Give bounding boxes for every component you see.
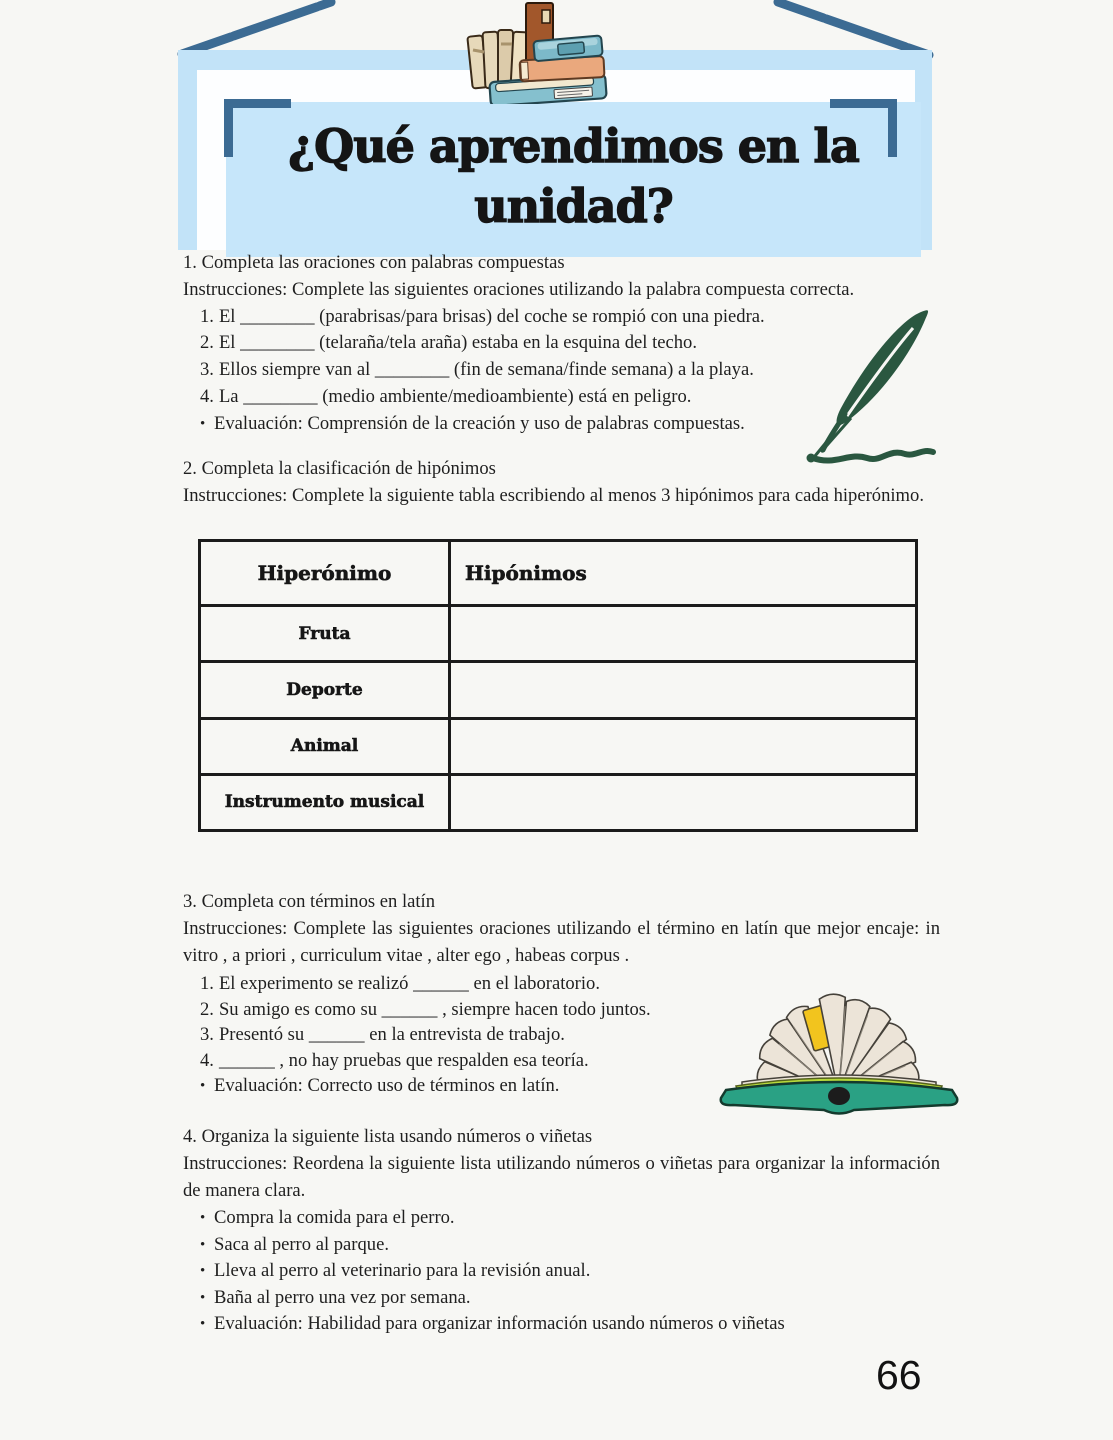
page-title bbox=[226, 116, 921, 236]
table-row bbox=[200, 606, 917, 662]
list-item: • Lleva al perro al veterinario para la revisión anual. bbox=[200, 1258, 940, 1284]
bullet-icon: • bbox=[200, 1210, 206, 1227]
banner-inner-panel bbox=[226, 102, 921, 257]
list-item: 2. El ________ (telaraña/tela araña) estaba en la esquina del techo. bbox=[200, 332, 698, 354]
table-row bbox=[200, 774, 917, 830]
table-row bbox=[200, 662, 917, 718]
section2-instructions: Instrucciones: Complete la siguiente tabla escribiendo al menos 3 hipónimos para cada hiperónimo. bbox=[183, 484, 924, 506]
table-header-row bbox=[200, 541, 917, 606]
corner-bracket-top-left-icon bbox=[224, 99, 291, 157]
section4-instructions: Instrucciones: Reordena la siguiente lista utilizando números o viñetas para organizar la información de manera clara. bbox=[183, 1152, 940, 1201]
list-item: 1. El ________ (parabrisas/para brisas) del coche se rompió con una piedra. bbox=[200, 305, 765, 327]
bullet-icon: • bbox=[200, 415, 206, 432]
bullet-icon: • bbox=[200, 1316, 206, 1333]
section-hiponimos bbox=[183, 456, 940, 510]
answer-cell[interactable] bbox=[450, 606, 917, 662]
answer-cell[interactable] bbox=[450, 662, 917, 718]
evaluation-item: • Evaluación: Correcto uso de términos en latín. bbox=[200, 1073, 940, 1099]
bullet-icon: • bbox=[200, 1289, 206, 1306]
list-item: • Saca al perro al parque. bbox=[200, 1232, 940, 1258]
section1-instructions: Instrucciones: Complete las siguientes oraciones utilizando la palabra compuesta correcta. bbox=[183, 278, 855, 300]
section4-heading: 4. Organiza la siguiente lista usando números o viñetas bbox=[183, 1126, 593, 1147]
answer-cell[interactable] bbox=[450, 774, 917, 830]
table-row bbox=[200, 718, 917, 774]
bullet-icon: • bbox=[200, 1078, 206, 1095]
list-item: 4. La ________ (medio ambiente/medioambiente) está en peligro. bbox=[200, 385, 692, 407]
list-item: 1. El experimento se realizó ______ en el laboratorio. bbox=[200, 973, 600, 995]
list-item: 4. ______ , no hay pruebas que respalden esa teoría. bbox=[200, 1049, 589, 1071]
quill-feather-icon bbox=[801, 306, 941, 468]
evaluation-item: • Evaluación: Comprensión de la creación y uso de palabras compuestas. bbox=[200, 411, 940, 438]
row-label: Animal bbox=[200, 718, 450, 774]
section2-heading: 2. Completa la clasificación de hipónimos bbox=[183, 458, 496, 479]
books-stack-icon bbox=[462, 0, 610, 104]
bullet-icon: • bbox=[200, 1263, 206, 1280]
section1-heading: 1. Completa las oraciones con palabras compuestas bbox=[183, 252, 565, 273]
col-header-hiponimos: Hipónimos bbox=[450, 541, 917, 606]
section4-list bbox=[183, 1205, 940, 1337]
list-item: • Compra la comida para el perro. bbox=[200, 1205, 940, 1231]
col-header-hiperonimo: Hiperónimo bbox=[200, 541, 450, 606]
section-numeros-vinetas bbox=[183, 1124, 940, 1337]
list-item: 3. Ellos siempre van al ________ (fin de semana/finde semana) a la playa. bbox=[200, 359, 754, 381]
list-item: 2. Su amigo es como su ______ , siempre hacen todo juntos. bbox=[200, 998, 651, 1020]
section3-instructions: Instrucciones: Complete las siguientes oraciones utilizando el término en latín que mejor encaje: in vitro , a priori , curriculum vitae , alter ego , habeas corpus . bbox=[183, 917, 940, 966]
row-label: Deporte bbox=[200, 662, 450, 718]
list-item: • Baña al perro una vez por semana. bbox=[200, 1285, 940, 1311]
list-item: 3. Presentó su ______ en la entrevista de trabajo. bbox=[200, 1024, 565, 1046]
bullet-icon: • bbox=[200, 1236, 206, 1253]
answer-cell[interactable] bbox=[450, 718, 917, 774]
page-title-line2: unidad? bbox=[474, 179, 673, 233]
page-title-line1: ¿Qué aprendimos en la bbox=[288, 119, 859, 173]
row-label: Instrumento musical bbox=[200, 774, 450, 830]
row-label: Fruta bbox=[200, 606, 450, 662]
open-book-icon bbox=[714, 986, 964, 1120]
hyponyms-table bbox=[198, 539, 918, 832]
corner-bracket-top-right-icon bbox=[830, 99, 897, 157]
section3-heading: 3. Completa con términos en latín bbox=[183, 891, 435, 912]
evaluation-item: • Evaluación: Habilidad para organizar información usando números o viñetas bbox=[200, 1311, 940, 1337]
page-number: 66 bbox=[876, 1352, 922, 1398]
